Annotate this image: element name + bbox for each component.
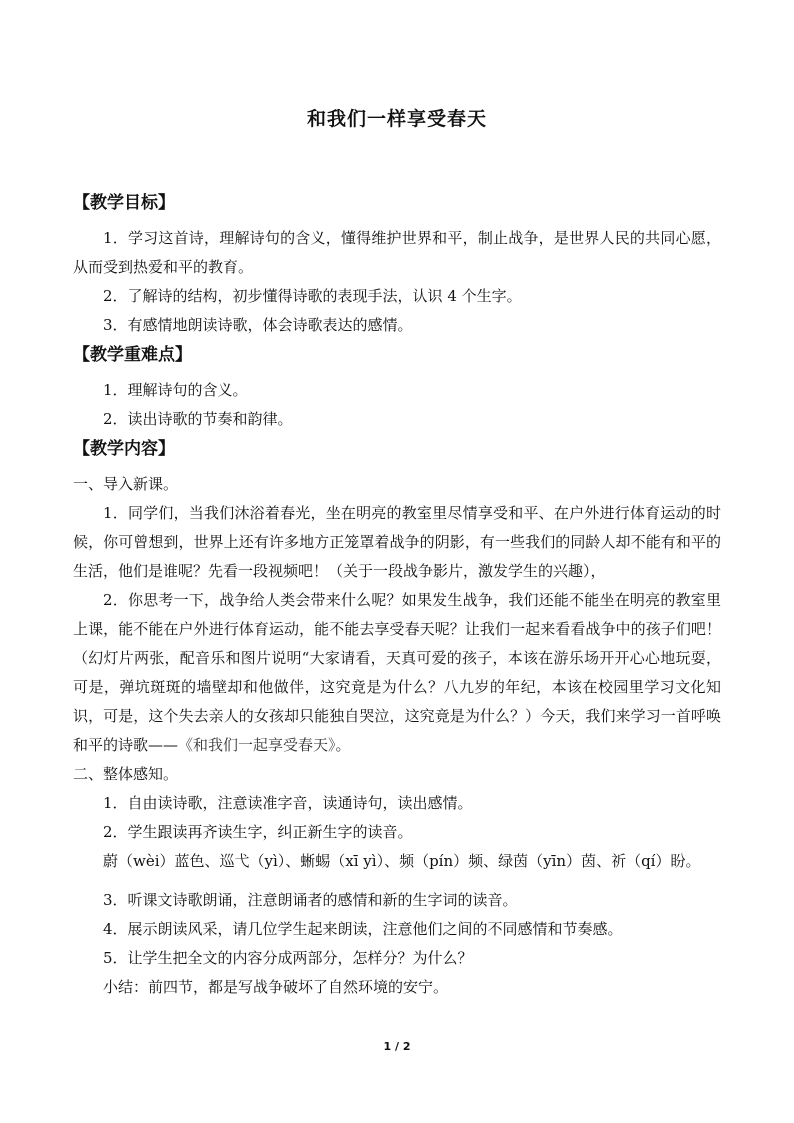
part1-item-1: 1．同学们，当我们沐浴着春光，坐在明亮的教室里尽情享受和平、在户外进行体育运动的时候，你可曾想到，世界上还有许多地方正笼罩着战争的阴影，有一些我们的同龄人却不能有和平的生活，他们是谁呢？先看一段视频吧！（关于一段战争影片，激发学生的兴趣），	[73, 504, 721, 580]
content-heading: 【教学内容】	[73, 439, 175, 459]
keypoints-heading: 【教学重难点】	[73, 345, 192, 365]
document-body	[73, 188, 721, 1002]
part2-title: 二、整体感知。	[73, 765, 179, 783]
part2-item-2: 2．学生跟读再齐读生字，纠正新生字的读音。	[103, 823, 413, 841]
part2-item-1: 1．自由读诗歌，注意读准字音，读通诗句，读出感情。	[103, 794, 473, 812]
part2-item-3: 3．听课文诗歌朗诵，注意朗诵者的感情和新的生字词的读音。	[103, 891, 518, 909]
lesson-book-title: 《和我们一起享受春天》	[178, 736, 336, 754]
pinyin-line: 蔚（wèi）蓝色、巡弋（yì）、蜥蜴（xī yì）、频（pín）频、绿茵（yīn）茵、祈（qí）盼。	[103, 852, 701, 870]
goal-item-1: 1．学习这首诗，理解诗句的含义，懂得维护世界和平，制止战争，是世界人民的共同心愿，从而受到热爱和平的教育。	[73, 229, 721, 276]
page-number: 1 / 2	[383, 1040, 411, 1053]
keypoint-item-2: 2．读出诗歌的节奏和韵律。	[103, 410, 293, 428]
goal-item-2: 2．了解诗的结构，初步懂得诗歌的表现手法，认识 4 个生字。	[103, 287, 522, 305]
part2-item-4: 4．展示朗读风采，请几位学生起来朗读，注意他们之间的不同感情和节奏感。	[103, 920, 623, 938]
part1-item-2	[73, 586, 721, 760]
part1-item-2-text: 2．你思考一下，战争给人类会带来什么呢？如果发生战争，我们还能不能坐在明亮的教室里上课，能不能在户外进行体育运动，能不能去享受春天呢？让我们一起来看看战争中的孩子们吧！（幻灯片两张，配音乐和图片说明“大家请看，天真可爱的孩子，本该在游乐场开开心心地玩耍，可是，弹坑斑斑的墙壁却和他做伴，这究竟是为什么？八九岁的年纪，本该在校园里学习文化知识，可是，这个失去亲人的女孩却只能独自哭泣，这究竟是为什么？）今天，我们来学习一首呼唤和平的诗歌——	[73, 591, 721, 754]
part1-item-2-end: 。	[335, 736, 351, 754]
keypoint-item-1: 1．理解诗句的含义。	[103, 381, 248, 399]
goals-heading: 【教学目标】	[73, 193, 175, 213]
document-title: 和我们一样享受春天	[306, 108, 487, 130]
goal-item-3: 3．有感情地朗读诗歌，体会诗歌表达的感情。	[103, 316, 413, 334]
part2-item-5: 5．让学生把全文的内容分成两部分，怎样分？为什么？	[103, 949, 473, 967]
summary-line: 小结：前四节，都是写战争破坏了自然环境的安宁。	[103, 978, 449, 996]
part1-title: 一、导入新课。	[73, 475, 179, 493]
